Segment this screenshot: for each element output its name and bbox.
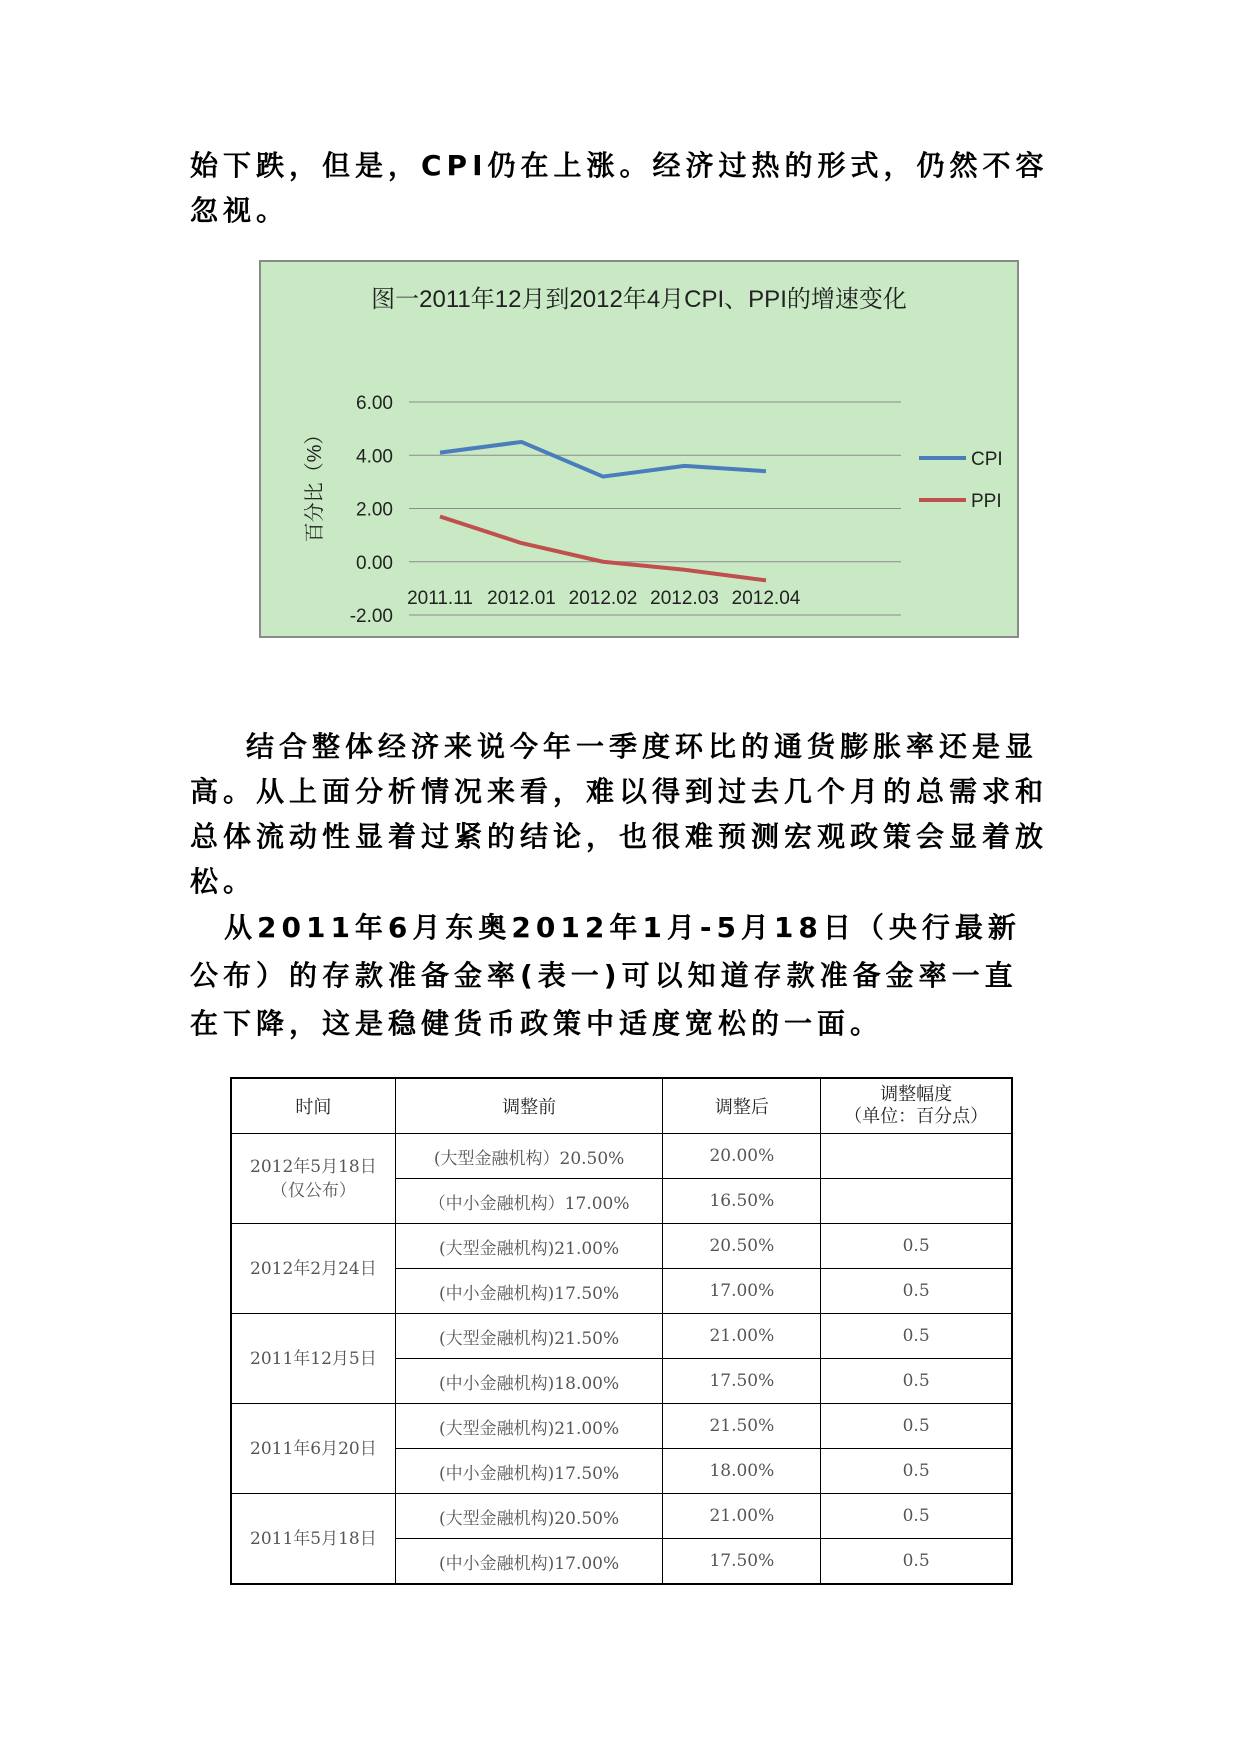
paragraph-1: 始下跌，但是，CPI仍在上涨。经济过热的形式，仍然不容忽视。 [190, 149, 1049, 227]
y-axis-label: 百分比（%） [304, 424, 326, 543]
date-cell: 2011年6月20日 [231, 1404, 395, 1494]
series-line-cpi [440, 442, 766, 477]
date-cell: 2012年2月24日 [231, 1224, 395, 1314]
legend-label-cpi: CPI [971, 449, 1003, 470]
y-tick-label: -2.00 [349, 606, 393, 627]
after-cell: 21.50% [663, 1404, 821, 1449]
after-cell: 21.00% [663, 1494, 821, 1539]
change-cell: 0.5 [821, 1449, 1012, 1494]
before-cell: (中小金融机构)17.00% [395, 1539, 663, 1585]
cpi-ppi-chart [259, 260, 1019, 638]
paragraph-3: 从2011年6月东奥2012年1月-5月18日（央行最新公布）的存款准备金率(表一)可以知道存款准备金率一直在下降，这是稳健货币政策中适度宽松的一面。 [190, 911, 1021, 1040]
y-tick-label: 6.00 [356, 393, 393, 414]
x-tick-label: 2012.02 [568, 587, 638, 609]
after-cell: 17.50% [663, 1359, 821, 1404]
table-row [231, 1404, 1012, 1449]
after-cell: 18.00% [663, 1449, 821, 1494]
table-row [231, 1494, 1012, 1539]
before-cell: (大型金融机构）20.50% [395, 1134, 663, 1179]
y-tick-label: 0.00 [356, 552, 393, 574]
header-before: 调整前 [395, 1078, 663, 1134]
y-tick-label: 4.00 [356, 446, 393, 468]
paragraph-2: 结合整体经济来说今年一季度环比的通货膨胀率还是显高。从上面分析情况来看，难以得到过去几个月的总需求和总体流动性显着过紧的结论，也很难预测宏观政策会显着放松。 [190, 730, 1049, 898]
reserve-ratio-table [230, 1077, 1013, 1585]
change-cell: 0.5 [821, 1269, 1012, 1314]
change-cell: 0.5 [821, 1404, 1012, 1449]
after-cell: 17.00% [663, 1269, 821, 1314]
date-cell: 2011年5月18日 [231, 1494, 395, 1585]
header-after: 调整后 [663, 1078, 821, 1134]
table-body [231, 1134, 1012, 1585]
header-time: 时间 [231, 1078, 395, 1134]
before-cell: (大型金融机构)20.50% [395, 1494, 663, 1539]
after-cell: 17.50% [663, 1539, 821, 1585]
change-cell [821, 1134, 1012, 1179]
series-line-ppi [440, 516, 766, 580]
x-tick-label: 2012.01 [487, 587, 556, 609]
table-header-row [231, 1078, 1012, 1134]
before-cell: (中小金融机构)17.50% [395, 1449, 663, 1494]
after-cell: 21.00% [663, 1314, 821, 1359]
date-cell: 2012年5月18日 （仅公布） [231, 1134, 395, 1224]
before-cell: (中小金融机构)18.00% [395, 1359, 663, 1404]
change-cell: 0.5 [821, 1539, 1012, 1585]
after-cell: 16.50% [663, 1179, 821, 1224]
after-cell: 20.00% [663, 1134, 821, 1179]
x-tick-label: 2011.11 [407, 587, 473, 609]
date-cell: 2011年12月5日 [231, 1314, 395, 1404]
chart-title: 图一2011年12月到2012年4月CPI、PPI的增速变化 [371, 286, 907, 313]
before-cell: (大型金融机构)21.00% [395, 1404, 663, 1449]
after-cell: 20.50% [663, 1224, 821, 1269]
table-row [231, 1314, 1012, 1359]
table-row [231, 1134, 1012, 1179]
before-cell: (大型金融机构)21.50% [395, 1314, 663, 1359]
change-cell: 0.5 [821, 1314, 1012, 1359]
table-row [231, 1224, 1012, 1269]
before-cell: (中小金融机构)17.50% [395, 1269, 663, 1314]
y-tick-label: 2.00 [356, 499, 393, 521]
before-cell: (大型金融机构)21.00% [395, 1224, 663, 1269]
legend-label-ppi: PPI [971, 491, 1002, 512]
before-cell: （中小金融机构）17.00% [395, 1179, 663, 1224]
change-cell: 0.5 [821, 1224, 1012, 1269]
x-tick-label: 2012.04 [731, 587, 801, 609]
x-tick-label: 2012.03 [650, 587, 719, 609]
change-cell: 0.5 [821, 1494, 1012, 1539]
header-change: 调整幅度 （单位：百分点） [821, 1078, 1012, 1134]
chart-svg [261, 262, 1017, 636]
change-cell [821, 1179, 1012, 1224]
change-cell: 0.5 [821, 1359, 1012, 1404]
